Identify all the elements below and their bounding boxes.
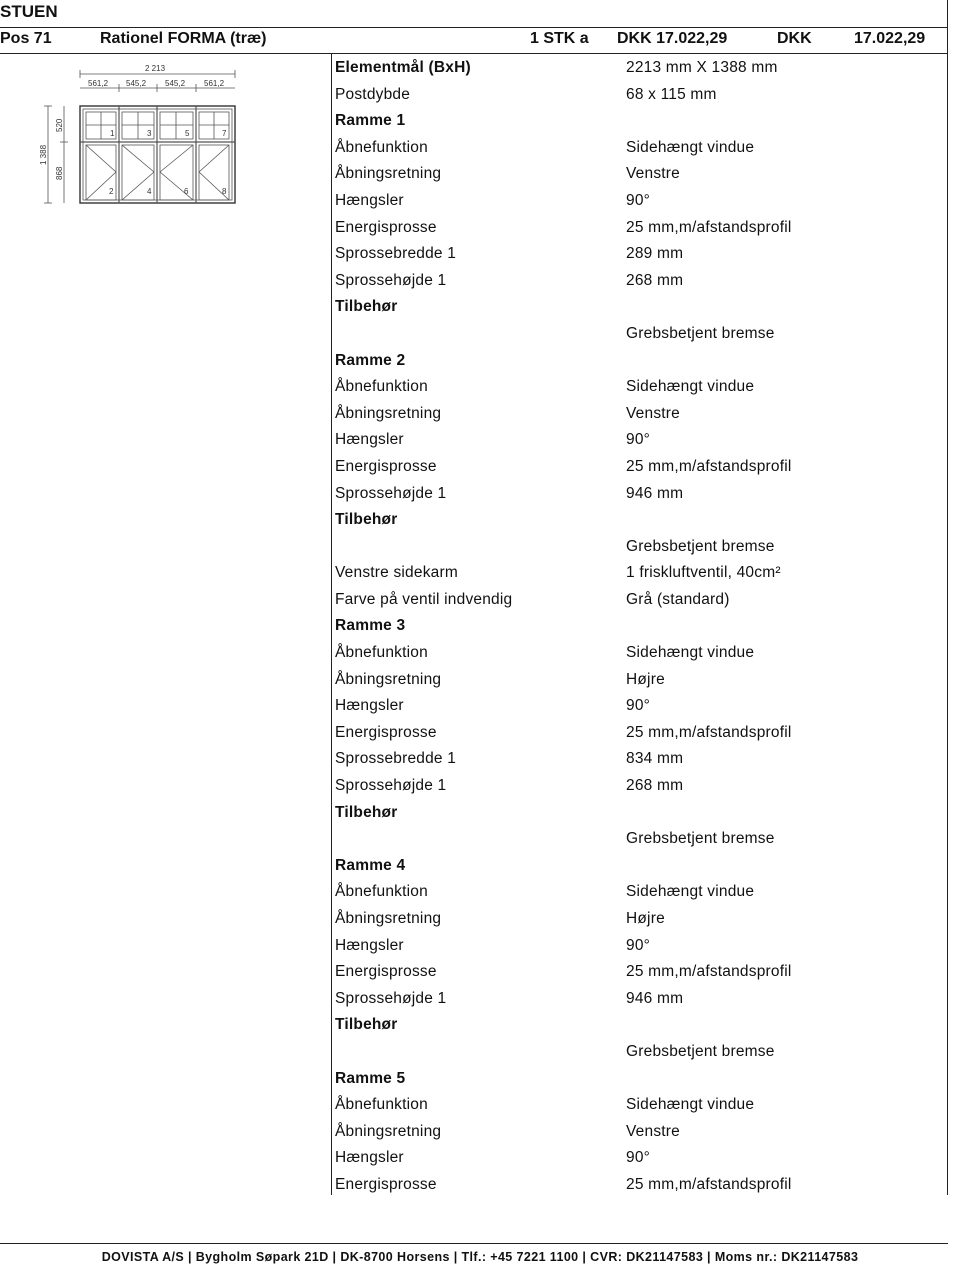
company-footer: DOVISTA A/S | Bygholm Søpark 21D | DK-8700 Horsens | Tlf.: +45 7221 1100 | CVR: DK21147583 | Moms nr.: DK21147583: [101, 1250, 859, 1264]
spec-label: Ramme 5: [335, 1069, 406, 1087]
right-border-line: [947, 0, 948, 1195]
spec-value: Sidehængt vindue: [626, 883, 755, 901]
spec-row: [335, 534, 935, 561]
drawing-lower-height: 868: [55, 166, 64, 180]
product-name: Rationel FORMA (træ): [100, 30, 267, 47]
spec-value: Højre: [626, 910, 665, 927]
spec-value: 946 mm: [626, 484, 684, 502]
spec-row: [335, 667, 935, 694]
spec-value: Grebsbetjent bremse: [626, 324, 775, 342]
spec-value: Venstre: [626, 1122, 680, 1140]
spec-row: [335, 826, 935, 853]
spec-label: Åbningsretning: [335, 165, 442, 183]
spec-value: 68 x 115 mm: [626, 85, 717, 103]
spec-row: [335, 959, 935, 986]
drawing-height-label: 1 388: [39, 144, 48, 165]
window-drawing: [30, 60, 240, 210]
spec-value: 289 mm: [626, 245, 684, 263]
spec-label: Hængsler: [335, 191, 404, 209]
spec-label: Åbnefunktion: [335, 1096, 428, 1114]
spec-row: [335, 1012, 935, 1039]
spec-row: [335, 640, 935, 667]
sash-number: 8: [222, 187, 227, 196]
quantity: 1 STK a: [530, 30, 589, 47]
spec-label: Tilbehør: [335, 511, 398, 529]
spec-label: Energisprosse: [335, 963, 437, 981]
drawing-upper-height: 520: [55, 118, 64, 132]
footer-line: [0, 1243, 948, 1244]
spec-value: Sidehængt vindue: [626, 644, 755, 662]
spec-value: 25 mm,m/afstandsprofil: [626, 723, 792, 741]
spec-value: 90°: [626, 191, 651, 209]
sash-number: 7: [222, 129, 227, 138]
spec-row: [335, 1039, 935, 1066]
spec-value: Grebsbetjent bremse: [626, 537, 775, 555]
spec-label: Åbningsretning: [335, 670, 442, 688]
spec-label: Energisprosse: [335, 723, 437, 741]
spec-label: Åbningsretning: [335, 1122, 442, 1140]
spec-row: [335, 481, 935, 508]
spec-value: 25 mm,m/afstandsprofil: [626, 963, 792, 981]
spec-row: [335, 1172, 935, 1199]
spec-row: [335, 401, 935, 428]
column-separator: [331, 54, 332, 1195]
spec-row: [335, 720, 935, 747]
spec-label: Åbnefunktion: [335, 378, 428, 396]
spec-value: 1 friskluftventil, 40cm²: [626, 564, 781, 582]
sash-number: 6: [184, 187, 189, 196]
spec-label: Tilbehør: [335, 1016, 398, 1034]
spec-row: [335, 294, 935, 321]
spec-row: [335, 879, 935, 906]
spec-label: Sprossehøjde 1: [335, 989, 447, 1007]
spec-row: [335, 1066, 935, 1093]
spec-row: [335, 933, 935, 960]
spec-label: Ramme 2: [335, 351, 406, 369]
spec-value: 2213 mm X 1388 mm: [626, 59, 778, 76]
spec-row: [335, 507, 935, 534]
section-title: STUEN: [0, 2, 58, 21]
spec-label: Sprossebredde 1: [335, 750, 457, 768]
spec-label: Åbningsretning: [335, 404, 442, 422]
spec-row: [335, 773, 935, 800]
spec-row: [335, 188, 935, 215]
spec-value: 268 mm: [626, 777, 684, 795]
spec-value: Sidehængt vindue: [626, 138, 755, 156]
sash-number: 1: [110, 129, 115, 138]
spec-label: Åbnefunktion: [335, 883, 428, 901]
drawing-width-label: 2 213: [145, 64, 166, 73]
spec-row: [335, 321, 935, 348]
spec-row: [335, 1092, 935, 1119]
spec-row: [335, 82, 935, 109]
header-separator: [0, 27, 948, 28]
spec-label: Tilbehør: [335, 298, 398, 316]
position-number: Pos 71: [0, 30, 52, 47]
spec-value: Sidehængt vindue: [626, 378, 755, 396]
spec-row: [335, 135, 935, 162]
spec-value: 90°: [626, 936, 651, 954]
spec-row: [335, 560, 935, 587]
spec-value: 268 mm: [626, 271, 684, 289]
spec-value: 946 mm: [626, 989, 684, 1007]
spec-row: [335, 986, 935, 1013]
spec-label: Åbnefunktion: [335, 644, 428, 662]
spec-row: [335, 613, 935, 640]
sash-number: 4: [147, 187, 152, 196]
spec-row: [335, 853, 935, 880]
spec-value: Venstre: [626, 165, 680, 183]
spec-value: Venstre: [626, 404, 680, 422]
header-bottom-line: [0, 53, 948, 54]
drawing-segment-label: 561,2: [88, 79, 109, 88]
spec-label: Hængsler: [335, 431, 404, 449]
spec-row: [335, 161, 935, 188]
spec-row: [335, 906, 935, 933]
spec-row: [335, 454, 935, 481]
spec-label: Hængsler: [335, 936, 404, 954]
spec-value: 25 mm,m/afstandsprofil: [626, 1175, 792, 1193]
sash-number: 2: [109, 187, 114, 196]
spec-row: [335, 55, 935, 82]
spec-row: [335, 746, 935, 773]
spec-label: Farve på ventil indvendig: [335, 590, 513, 608]
spec-label: Energisprosse: [335, 218, 437, 236]
spec-row: [335, 348, 935, 375]
total-price: 17.022,29: [854, 30, 926, 47]
spec-label: Sprossehøjde 1: [335, 484, 447, 502]
drawing-segment-label: 561,2: [204, 79, 225, 88]
spec-value: 834 mm: [626, 750, 684, 768]
spec-label: Åbningsretning: [335, 910, 442, 927]
spec-label: Postdybde: [335, 85, 411, 103]
spec-label: Sprossehøjde 1: [335, 777, 447, 795]
spec-value: Sidehængt vindue: [626, 1096, 755, 1114]
spec-value: Grebsbetjent bremse: [626, 830, 775, 848]
spec-label: Tilbehør: [335, 803, 398, 821]
spec-row: [335, 374, 935, 401]
drawing-segment-label: 545,2: [165, 79, 186, 88]
spec-label: Energisprosse: [335, 1175, 437, 1193]
spec-row: [335, 1119, 935, 1146]
spec-row: [335, 268, 935, 295]
spec-row: [335, 108, 935, 135]
spec-label: Sprossebredde 1: [335, 245, 457, 263]
spec-row: [335, 1145, 935, 1172]
spec-value: 90°: [626, 697, 651, 715]
spec-value: 90°: [626, 1149, 651, 1167]
spec-row: [335, 427, 935, 454]
drawing-segment-label: 545,2: [126, 79, 147, 88]
spec-label: Venstre sidekarm: [335, 564, 458, 582]
spec-label: Hængsler: [335, 697, 404, 715]
spec-label: Energisprosse: [335, 457, 437, 475]
sash-number: 5: [185, 129, 190, 138]
spec-value: 90°: [626, 431, 651, 449]
spec-row: [335, 800, 935, 827]
spec-row: [335, 215, 935, 242]
spec-row: [335, 587, 935, 614]
spec-value: 25 mm,m/afstandsprofil: [626, 218, 792, 236]
spec-label: Ramme 1: [335, 112, 406, 130]
spec-table: [335, 55, 935, 1199]
spec-value: 25 mm,m/afstandsprofil: [626, 457, 792, 475]
spec-label: Elementmål (BxH): [335, 59, 471, 76]
spec-value: Grå (standard): [626, 590, 730, 608]
spec-label: Hængsler: [335, 1149, 404, 1167]
spec-label: Ramme 3: [335, 617, 406, 635]
spec-label: Åbnefunktion: [335, 138, 428, 156]
spec-row: [335, 241, 935, 268]
spec-label: Ramme 4: [335, 856, 406, 874]
spec-row: [335, 693, 935, 720]
spec-value: Grebsbetjent bremse: [626, 1042, 775, 1060]
spec-label: Sprossehøjde 1: [335, 271, 447, 289]
unit-price: DKK 17.022,29: [617, 30, 728, 47]
spec-value: Højre: [626, 670, 665, 688]
total-currency: DKK: [777, 30, 812, 47]
sash-number: 3: [147, 129, 152, 138]
